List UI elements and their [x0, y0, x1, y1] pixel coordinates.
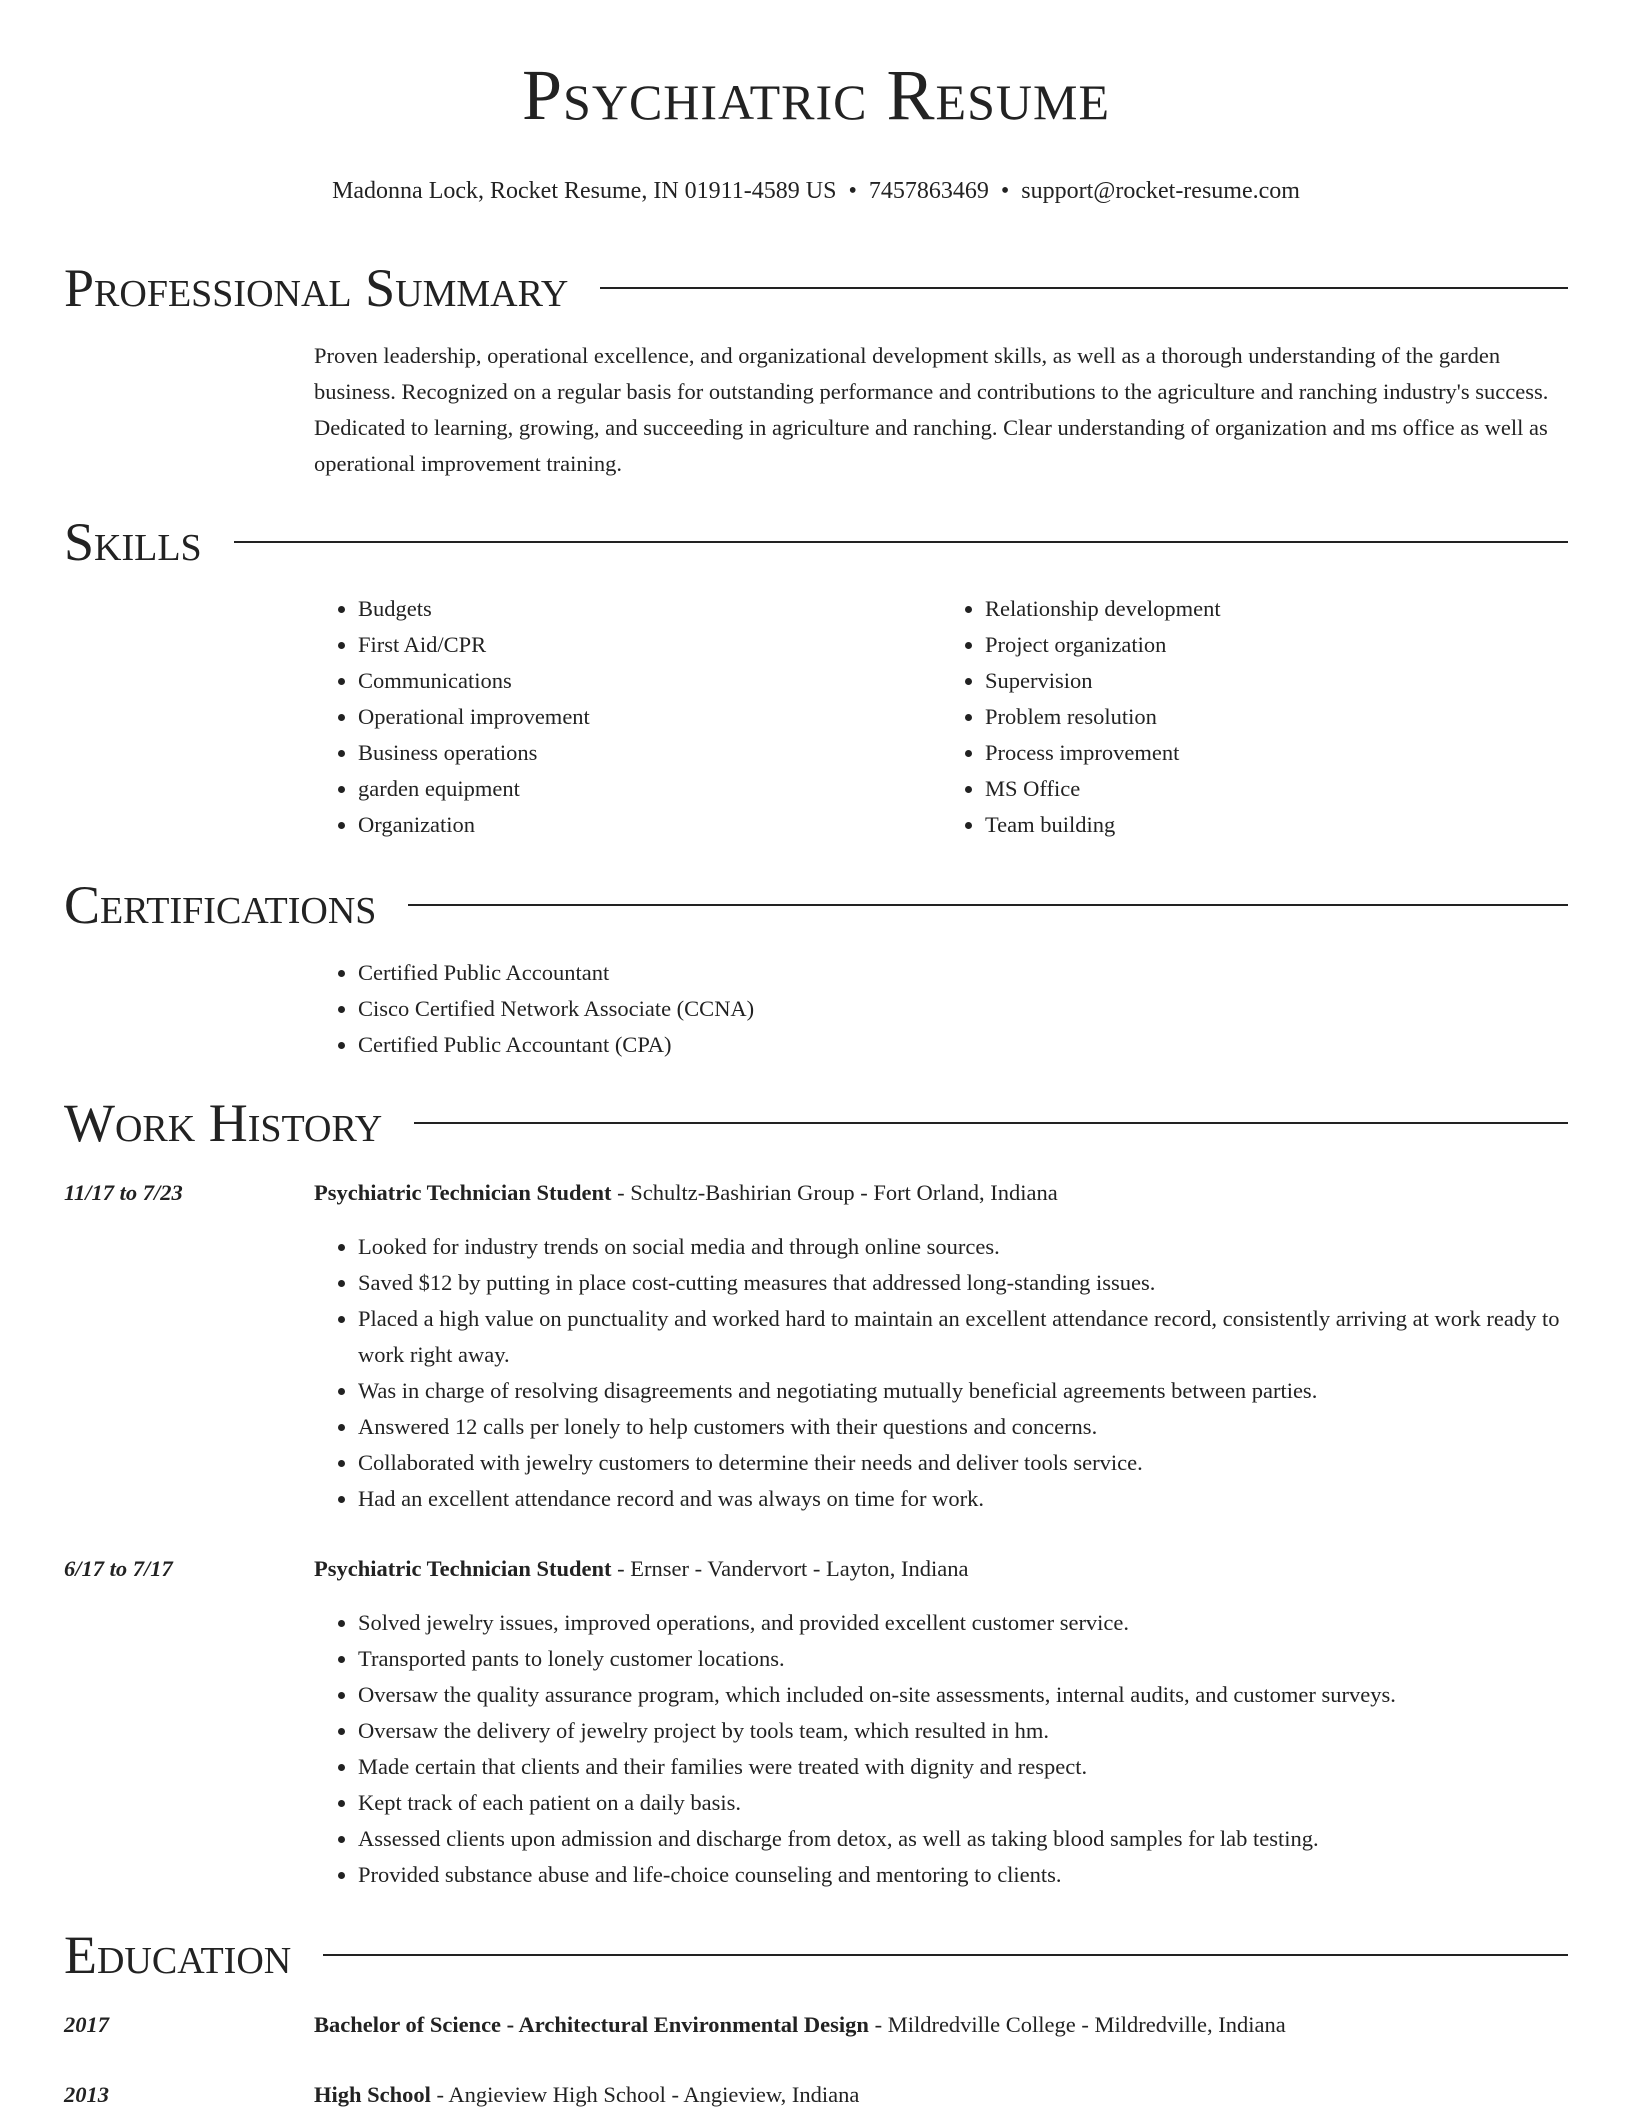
skill-item: • Team building [985, 807, 1568, 843]
contact-line [0, 176, 1632, 206]
skill-item: • Organization [358, 807, 941, 843]
education-line [314, 2077, 1568, 2113]
skills-column-left [314, 591, 941, 843]
job-bullets [314, 1229, 1568, 1517]
education-details: - Angieview High School - Angieview, Indiana [430, 2082, 860, 2107]
skill-item: • Communications [358, 663, 941, 699]
job-bullet: • Had an excellent attendance record and was always on time for work. [358, 1481, 1568, 1517]
education-degree: Bachelor of Science - Architectural Environmental Design [314, 2012, 869, 2037]
education-details: - Mildredville College - Mildredville, Indiana [868, 2012, 1286, 2037]
job-bullets [314, 1605, 1568, 1893]
education-year: 2017 [64, 2012, 109, 2037]
job-title-line [314, 1175, 1568, 1211]
section-divider [408, 904, 1568, 906]
education-year: 2013 [64, 2082, 109, 2107]
skill-item: • Process improvement [985, 735, 1568, 771]
job-bullet: • Saved $12 by putting in place cost-cutting measures that addressed long-standing issues. [358, 1265, 1568, 1301]
job-bullet: • Kept track of each patient on a daily basis. [358, 1785, 1568, 1821]
contact-email: support@rocket-resume.com [1021, 178, 1300, 204]
resume-title: Psychiatric Resume [521, 55, 1110, 135]
job-bullet: • Oversaw the delivery of jewelry project by tools team, which resulted in hm. [358, 1713, 1568, 1749]
job-bullet: • Assessed clients upon admission and discharge from detox, as well as taking blood samples for lab testing. [358, 1821, 1568, 1857]
skill-item: • Relationship development [985, 591, 1568, 627]
skill-item: • Business operations [358, 735, 941, 771]
section-skills [64, 509, 1568, 575]
job-dates: 11/17 to 7/23 [64, 1180, 183, 1205]
certifications-list [314, 955, 1568, 1063]
section-heading: Certifications [64, 875, 377, 935]
job-role: Psychiatric Technician Student [314, 1180, 612, 1205]
certification-item: • Certified Public Accountant [358, 955, 1568, 991]
education-degree: High School [314, 2082, 431, 2107]
skill-item: • Operational improvement [358, 699, 941, 735]
job-bullet: • Oversaw the quality assurance program, which included on-site assessments, internal audits, and customer surveys. [358, 1677, 1568, 1713]
section-divider [414, 1122, 1568, 1124]
job-bullet: • Solved jewelry issues, improved operations, and provided excellent customer service. [358, 1605, 1568, 1641]
skill-item: • First Aid/CPR [358, 627, 941, 663]
job-bullet: • Collaborated with jewelry customers to determine their needs and deliver tools service. [358, 1445, 1568, 1481]
section-certifications [64, 872, 1568, 938]
job-bullet: • Answered 12 calls per lonely to help customers with their questions and concerns. [358, 1409, 1568, 1445]
job-bullet: • Was in charge of resolving disagreements and negotiating mutually beneficial agreements between parties. [358, 1373, 1568, 1409]
skill-item: • Supervision [985, 663, 1568, 699]
certification-item: • Certified Public Accountant (CPA) [358, 1027, 1568, 1063]
contact-address: Madonna Lock, Rocket Resume, IN 01911-4589 US [332, 178, 837, 204]
job-bullet: • Looked for industry trends on social media and through online sources. [358, 1229, 1568, 1265]
section-divider [600, 287, 1568, 289]
section-divider [234, 541, 1568, 543]
skill-item: • Budgets [358, 591, 941, 627]
job-details: - Schultz-Bashirian Group - Fort Orland, Indiana [611, 1180, 1058, 1205]
job-bullet: • Made certain that clients and their families were treated with dignity and respect. [358, 1749, 1568, 1785]
job-role: Psychiatric Technician Student [314, 1556, 612, 1581]
section-heading: Skills [64, 512, 202, 572]
section-work-history [64, 1090, 1568, 1156]
skills-list [314, 591, 1568, 843]
section-divider [323, 1954, 1568, 1956]
skill-item: • MS Office [985, 771, 1568, 807]
skill-item: • Project organization [985, 627, 1568, 663]
contact-separator: • [1000, 178, 1010, 204]
education-line [314, 2007, 1568, 2043]
skill-item: • Problem resolution [985, 699, 1568, 735]
section-heading: Education [64, 1925, 292, 1985]
skill-item: • garden equipment [358, 771, 941, 807]
contact-separator: • [848, 178, 857, 204]
skills-column-right [941, 591, 1568, 843]
job-bullet: • Transported pants to lonely customer locations. [358, 1641, 1568, 1677]
section-education [64, 1922, 1568, 1988]
contact-phone: 7457863469 [868, 178, 989, 204]
certification-item: • Cisco Certified Network Associate (CCNA) [358, 991, 1568, 1027]
job-dates: 6/17 to 7/17 [64, 1556, 173, 1581]
job-bullet: • Provided substance abuse and life-choice counseling and mentoring to clients. [358, 1857, 1568, 1893]
section-heading: Professional Summary [64, 258, 569, 318]
summary-text: Proven leadership, operational excellence, and organizational development skills, as well as a thorough understanding of the garden business. Recognized on a regular basis for outstanding performance and contributions to the agriculture and ranching industry's success. Dedicated to learning, growing, and succeeding in agriculture and ranching. Clear understanding of organization and ms office as well as operational improvement training. [314, 343, 1549, 476]
section-heading: Work History [64, 1093, 383, 1153]
job-title-line [314, 1551, 1568, 1587]
job-details: - Ernser - Vandervort - Layton, Indiana [611, 1556, 969, 1581]
job-bullet: • Placed a high value on punctuality and worked hard to maintain an excellent attendance record, consistently arriving at work ready to work right away. [358, 1301, 1568, 1373]
section-professional-summary [64, 255, 1568, 321]
